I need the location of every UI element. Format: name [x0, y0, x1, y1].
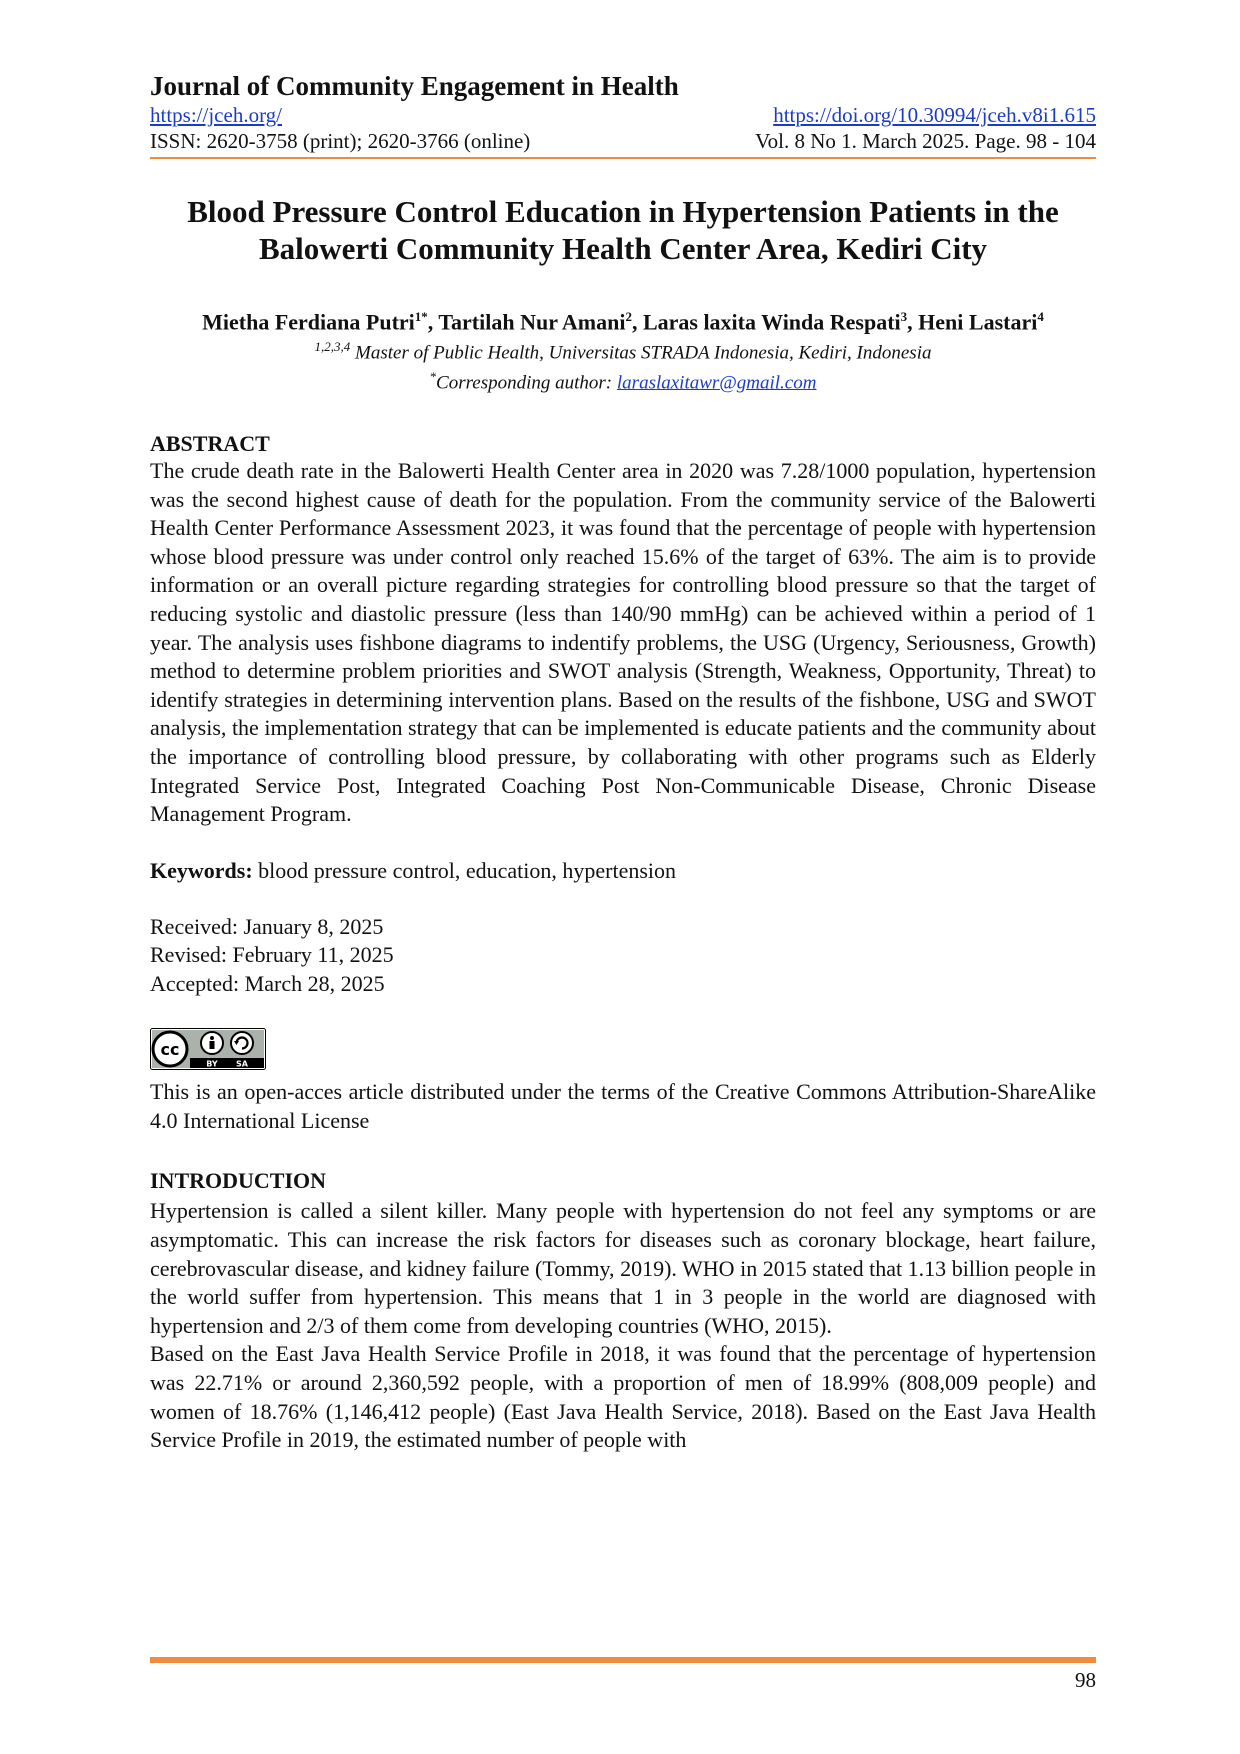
article-dates — [150, 913, 1096, 999]
introduction-paragraph: Hypertension is called a silent killer. Many people with hypertension do not feel any symptoms or are asymptomatic. This can increase the risk factors for diseases such as coronary blockage, heart failure, cerebrovascular disease, and kidney failure (Tommy, 2019). WHO in 2015 stated that 1.13 billion people in the world suffer from hypertension. This means that 1 in 3 people in the world are diagnosed with hypertension and 2/3 of them come from developing countries (WHO, 2015). — [150, 1198, 1096, 1338]
journal-header — [150, 70, 1096, 159]
affiliation — [150, 335, 1096, 364]
svg-text:cc: cc — [160, 1040, 180, 1060]
author-superscript: 2 — [625, 309, 632, 324]
author-name: Heni Lastari — [918, 309, 1038, 335]
revised-date: Revised: February 11, 2025 — [150, 942, 394, 968]
affiliation-text: Master of Public Health, Universitas STRADA Indonesia, Kediri, Indonesia — [355, 342, 932, 364]
article-title-line2: Balowerti Community Health Center Area, Kediri City — [258, 231, 988, 266]
author-superscript: 4 — [1037, 309, 1044, 324]
header-issn-row — [150, 128, 1096, 154]
journal-site-link[interactable]: https://jceh.org/ — [150, 103, 283, 127]
cc-badge-graphic — [150, 1028, 266, 1070]
author-superscript: 3 — [900, 309, 908, 324]
header-divider — [150, 157, 1096, 159]
keywords-text: blood pressure control, education, hypertension — [252, 857, 677, 883]
author-separator: , — [907, 309, 919, 335]
corresponding-superscript: * — [429, 368, 437, 384]
cc-sa-label: SA — [236, 1059, 248, 1069]
abstract-text: The crude death rate in the Balowerti Health Center area in 2020 was 7.28/1000 population, hypertension was the second highest cause of death for the population. From the community service of the Balowerti Health Center Performance Assessment 2023, it was found that the percentage of people with hypertension whose blood pressure was under control only reached 15.6% of the target of 63%. The aim is to provide information or an overall picture regarding strategies for controlling blood pressure so that the target of reducing systolic and diastolic pressure (less than 140/90 mmHg) can be achieved within a period of 1 year. The analysis uses fishbone diagrams to indentify problems, the USG (Urgency, Seriousness, Growth) method to determine problem priorities and SWOT analysis (Strength, Weakness, Opportunity, Threat) to identify strategies in determining intervention plans. Based on the results of the fishbone, USG and SWOT analysis, the implementation strategy that can be implemented is educate patients and the community about the importance of controlling blood pressure, by collaborating with other programs such as Elderly Integrated Service Post, Integrated Coaching Post Non-Communicable Disease, Chronic Disease Management Program. — [150, 457, 1096, 827]
corresponding-label: Corresponding author: — [436, 371, 617, 393]
introduction-paragraph: Based on the East Java Health Service Profile in 2018, it was found that the percentage of hypertension was 22.71% or around 2,360,592 people, with a proportion of men of 18.99% (808,009 people) and women of 18.76% (1,146,412 people) (East Java Health Service, 2018). Based on the East Java Health Service Profile in 2019, the estimated number of people with — [150, 1341, 1096, 1453]
accepted-date: Accepted: March 28, 2025 — [150, 970, 385, 996]
author-name: Laras laxita Winda Respati — [642, 309, 901, 335]
journal-name: Journal of Community Engagement in Health — [150, 71, 679, 101]
affiliation-superscript: 1,2,3,4 — [314, 339, 351, 355]
author-list — [150, 303, 1096, 335]
cc-by-label: BY — [206, 1059, 218, 1069]
keywords-label: Keywords: — [150, 857, 253, 883]
page-number: 98 — [1075, 1668, 1096, 1692]
abstract-heading: ABSTRACT — [150, 430, 270, 456]
header-links-row — [150, 102, 1096, 128]
footer-divider — [150, 1657, 1096, 1663]
corresponding-author — [150, 365, 1096, 394]
issn-text: ISSN: 2620-3758 (print); 2620-3766 (online) — [150, 129, 531, 153]
volume-text: Vol. 8 No 1. March 2025. Page. 98 - 104 — [755, 129, 1096, 153]
author-separator: , — [427, 309, 439, 335]
corresponding-email-link[interactable]: laraslaxitawr@gmail.com — [616, 371, 817, 393]
received-date: Received: January 8, 2025 — [150, 913, 384, 939]
author-separator: , — [631, 309, 643, 335]
keywords — [150, 857, 1096, 885]
author-superscript: 1* — [414, 309, 428, 324]
cc-by-sa-icon[interactable] — [150, 1028, 266, 1070]
article-title — [150, 193, 1096, 267]
license-text: This is an open-acces article distributed under the terms of the Creative Commons Attribution-ShareAlike 4.0 International License — [150, 1079, 1096, 1133]
article-title-line1: Blood Pressure Control Education in Hypertension Patients in the — [187, 194, 1059, 229]
author-name: Tartilah Nur Amani — [438, 309, 626, 335]
author-name: Mietha Ferdiana Putri — [202, 309, 415, 335]
doi-link[interactable]: https://doi.org/10.30994/jceh.v8i1.615 — [773, 103, 1096, 127]
page-content — [150, 70, 1096, 1455]
introduction-heading: INTRODUCTION — [150, 1168, 327, 1194]
